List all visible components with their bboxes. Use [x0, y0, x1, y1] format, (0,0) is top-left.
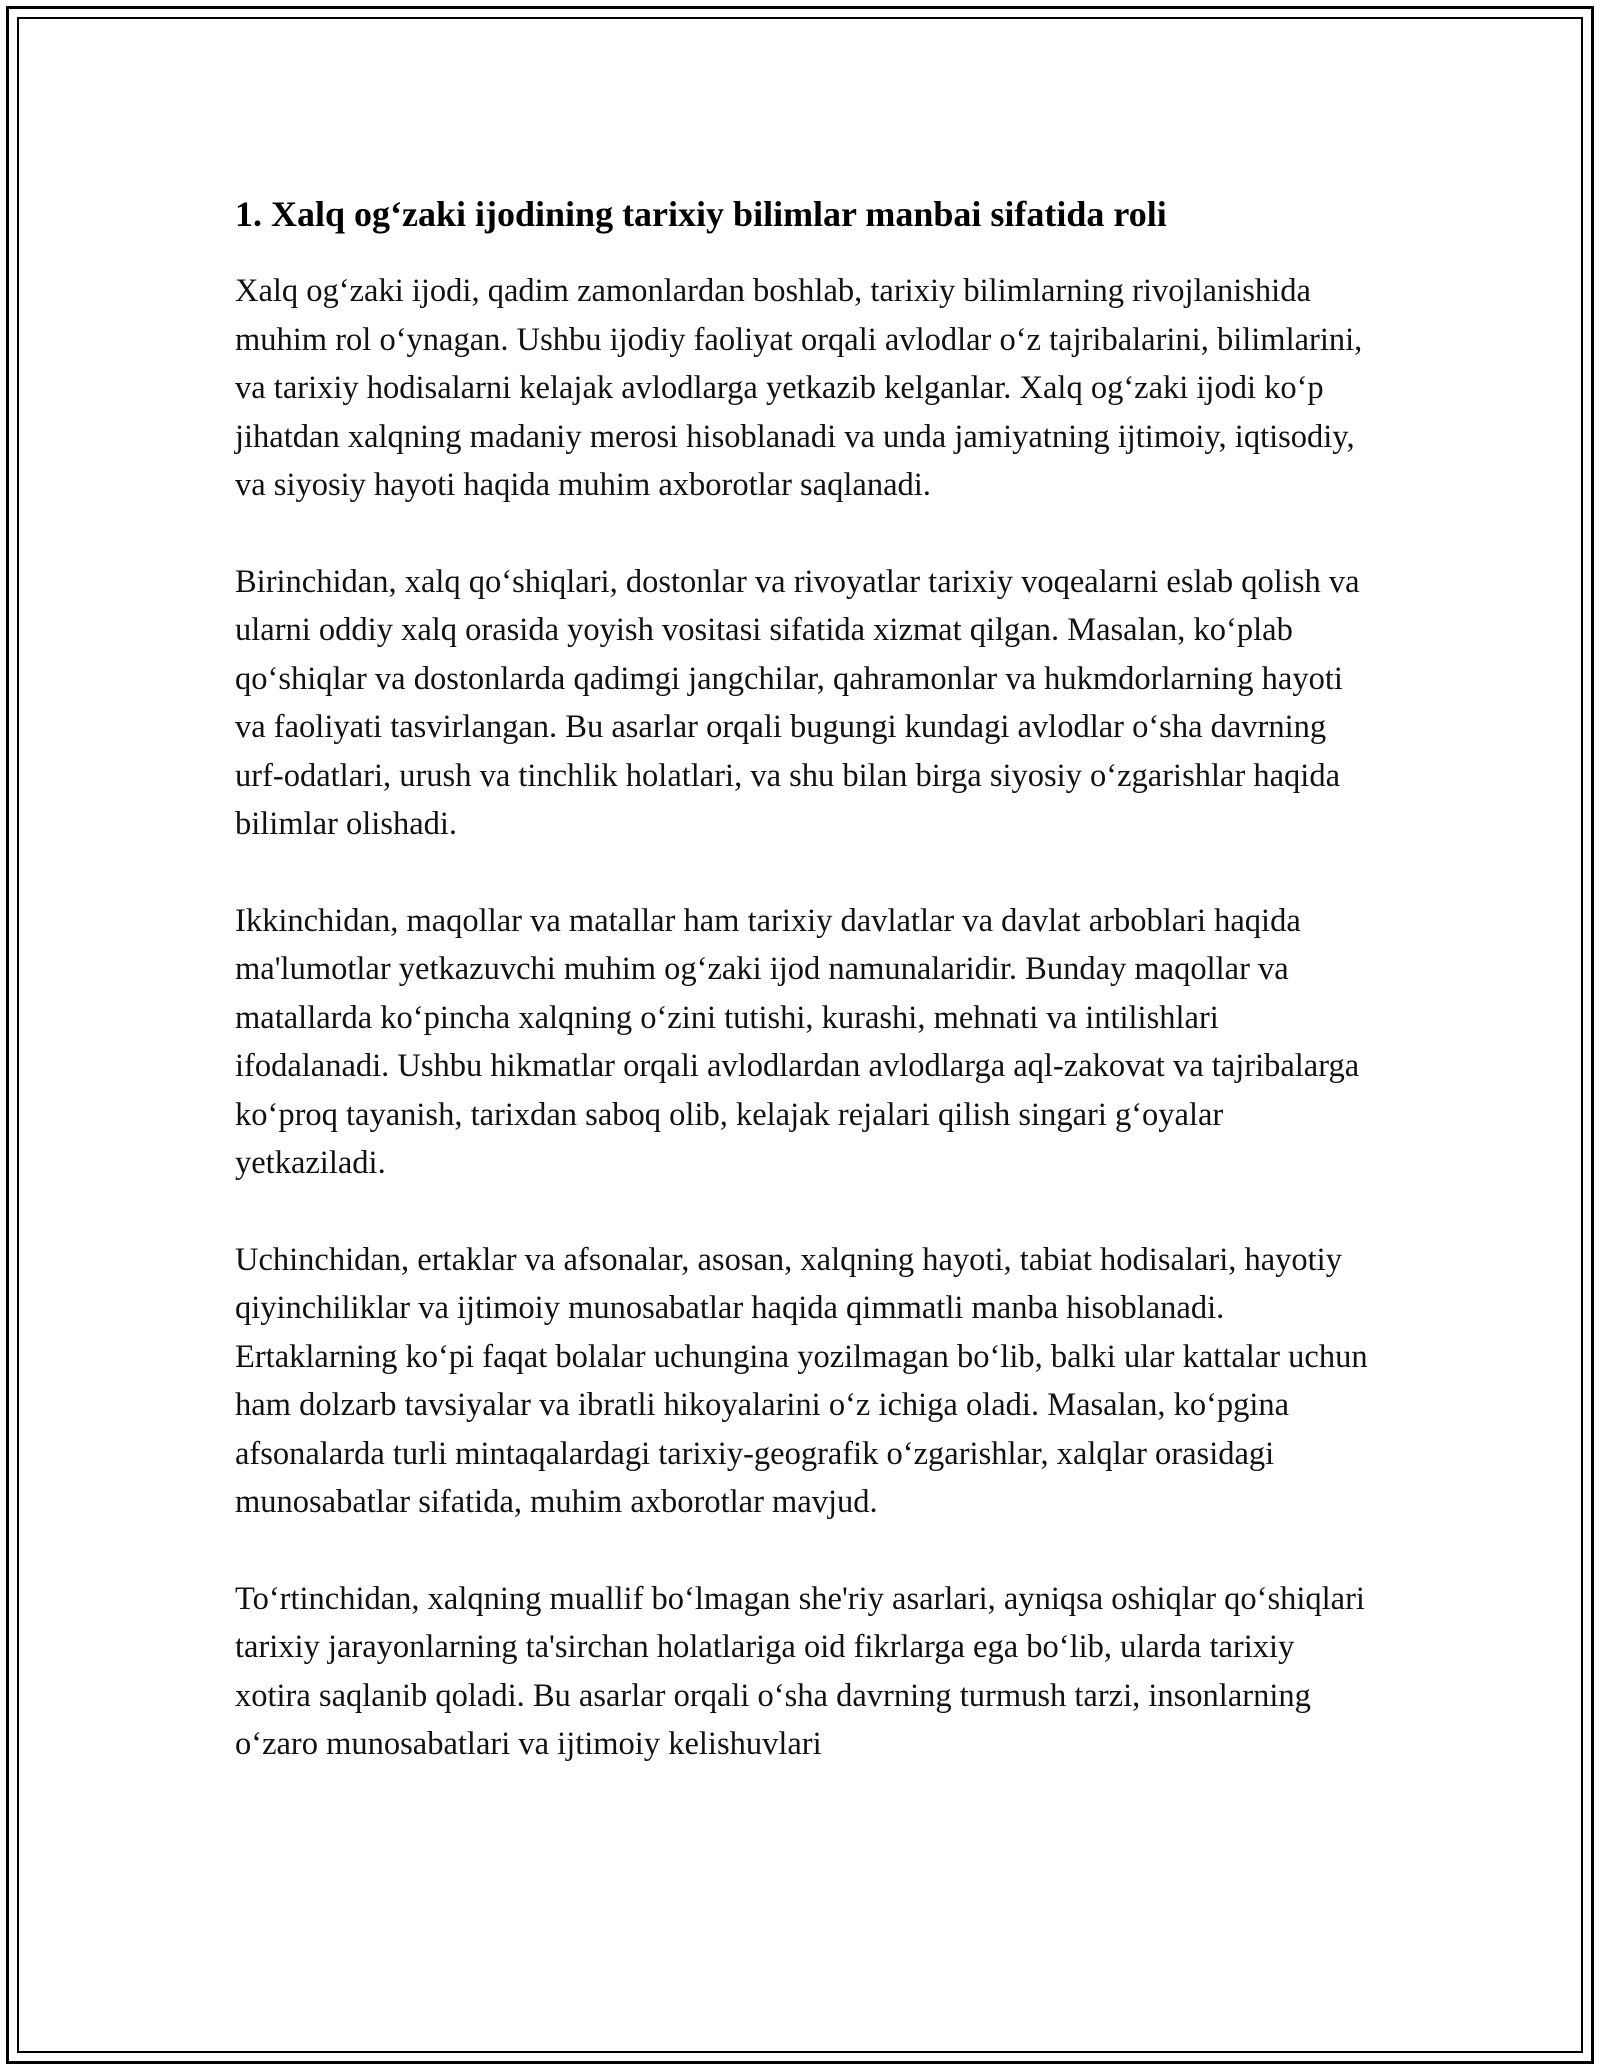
- section-heading: 1. Xalq og‘zaki ijodining tarixiy bilimlar manbai sifatida roli: [235, 194, 1167, 234]
- paragraph-first: Birinchidan, xalq qo‘shiqlari, dostonlar va rivoyatlar tarixiy voqealarni eslab qolish va ularni oddiy xalq orasida yoyish vositasi sifatida xizmat qilgan. Masalan, ko‘plab qo‘shiqlar va dostonlarda qadimgi jangchilar, qahramonlar va hukmdorlarning hayoti va faoliyati tasvirlangan. Bu asarlar orqali bugungi kundagi avlodlar o‘sha davrning urf-odatlari, urush va tinchlik holatlari, va shu bilan birga siyosiy o‘zgarishlar haqida bilimlar olishadi.: [235, 563, 1360, 842]
- paragraph-intro: Xalq og‘zaki ijodi, qadim zamonlardan boshlab, tarixiy bilimlarning rivojlanishida muhim rol o‘ynagan. Ushbu ijodiy faoliyat orqali avlodlar o‘z tajribalarini, bilimlarini, va tarixiy hodisalarni kelajak avlodlarga yetkazib kelganlar. Xalq og‘zaki ijodi ko‘p jihatdan xalqning madaniy merosi hisoblanadi va unda jamiyatning ijtimoiy, iqtisodiy, va siyosiy hayoti haqida muhim axborotlar saqlanadi.: [235, 273, 1363, 503]
- paragraph-third: Uchinchidan, ertaklar va afsonalar, asosan, xalqning hayoti, tabiat hodisalari, hayotiy qiyinchiliklar va ijtimoiy munosabatlar haqida qimmatli manba hisoblanadi. Ertaklarning ko‘pi faqat bolalar uchungina yozilmagan bo‘lib, balki ular kattalar uchun ham dolzarb tavsiyalar va ibratli hikoyalarini o‘z ichiga oladi. Masalan, ko‘pgina afsonalarda turli mintaqalardagi tarixiy-geografik o‘zgarishlar, xalqlar orasidagi munosabatlar sifatida, muhim axborotlar mavjud.: [235, 1241, 1368, 1520]
- document-body: [235, 188, 1375, 1817]
- paragraph-second: Ikkinchidan, maqollar va matallar ham tarixiy davlatlar va davlat arboblari haqida ma'lumotlar yetkazuvchi muhim og‘zaki ijod namunalaridir. Bunday maqollar va matallarda ko‘pincha xalqning o‘zini tutishi, kurashi, mehnati va intilishlari ifodalanadi. Ushbu hikmatlar orqali avlodlardan avlodlarga aql-zakovat va tajribalarga ko‘proq tayanish, tarixdan saboq olib, kelajak rejalari qilish singari g‘oyalar yetkaziladi.: [235, 902, 1360, 1181]
- paragraph-fourth: To‘rtinchidan, xalqning muallif bo‘lmagan she'riy asarlari, ayniqsa oshiqlar qo‘shiqlari tarixiy jarayonlarning ta'sirchan holatlariga oid fikrlarga ega bo‘lib, ularda tarixiy xotira saqlanib qoladi. Bu asarlar orqali o‘sha davrning turmush tarzi, insonlarning o‘zaro munosabatlari va ijtimoiy kelishuvlari: [235, 1580, 1365, 1762]
